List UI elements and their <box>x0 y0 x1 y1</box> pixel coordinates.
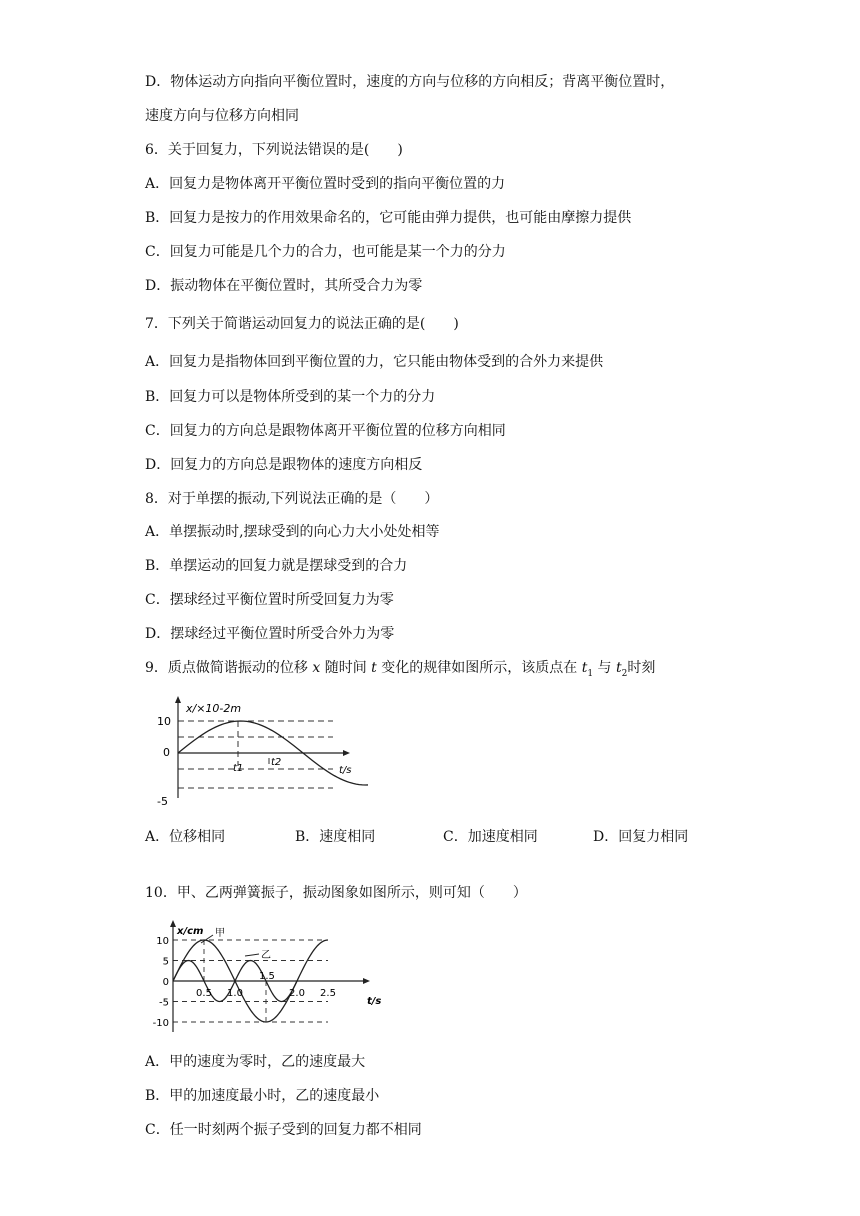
fig9-y-axis-arrow <box>175 696 181 703</box>
fig10-x-tick-label: 2.0 <box>289 988 305 999</box>
fig10-yi-leader <box>245 954 259 956</box>
fig9-x-axis-arrow <box>343 750 350 756</box>
q9-text-2: 随时间 <box>320 660 372 676</box>
question-9 <box>145 658 655 684</box>
q9-symbol-x: x <box>312 660 321 676</box>
q6-option-b: B．回复力是按力的作用效果命名的，它可能由弹力提供，也可能由摩擦力提供 <box>145 210 632 226</box>
q9-option-c: C．加速度相同 <box>443 829 538 845</box>
fig9-t1-label: t1 <box>233 763 244 774</box>
fig10-y-tick-label: 10 <box>156 936 169 947</box>
q8-option-c: C．摆球经过平衡位置时所受回复力为零 <box>145 592 394 608</box>
q6-option-a: A．回复力是物体离开平衡位置时受到的指向平衡位置的力 <box>145 176 506 192</box>
fig10-x-tick-label: 2.5 <box>320 988 336 999</box>
fig10-y-tick-label: -5 <box>159 997 169 1009</box>
fig10-x-axis-arrow <box>363 978 370 984</box>
fig9-y-tick-neg5: -5 <box>157 795 168 808</box>
fig10-y-tick-label: -10 <box>152 1018 169 1029</box>
question-6: 6．关于回复力，下列说法错误的是( ) <box>145 142 403 158</box>
fig10-yi-label: 乙 <box>261 950 271 961</box>
q9-symbol-t1: t <box>581 660 588 676</box>
q9-text-3: 变化的规律如图所示，该质点在 <box>376 660 582 676</box>
fig9-t2-label: t2 <box>271 757 282 768</box>
fig10-y-axis-arrow <box>170 920 176 927</box>
q7-option-c: C．回复力的方向总是跟物体离开平衡位置的位移方向相同 <box>145 423 506 439</box>
q7-option-b: B．回复力可以是物体所受到的某一个力的分力 <box>145 389 436 405</box>
q8-option-b: B．单摆运动的回复力就是摆球受到的合力 <box>145 558 408 574</box>
q7-option-a: A．回复力是指物体回到平衡位置的力，它只能由物体受到的合外力来提供 <box>145 354 604 370</box>
fig9-y-axis-label: x/×10-2m <box>186 702 242 715</box>
q10-option-a: A．甲的速度为零时，乙的速度最大 <box>145 1054 366 1070</box>
fig9-x-axis-label: t/s <box>339 765 352 776</box>
q9-text-4: 与 <box>593 660 616 676</box>
q6-option-d: D．振动物体在平衡位置时，其所受合力为零 <box>145 278 423 294</box>
q9-subscript-2: 2 <box>621 668 628 679</box>
q9-option-b: B．速度相同 <box>295 829 376 845</box>
fig10-x-tick-label: 1.0 <box>227 988 243 999</box>
question-7: 7．下列关于简谐运动回复力的说法正确的是( ) <box>145 316 459 332</box>
q9-text-5: 时刻 <box>627 660 656 676</box>
fig10-x-tick-label: 0.5 <box>196 988 212 999</box>
fig10-y-tick-label: 0 <box>162 977 169 988</box>
q9-option-a: A．位移相同 <box>145 829 226 845</box>
q5-option-d-line1: D．物体运动方向指向平衡位置时，速度的方向与位移的方向相反；背离平衡位置时， <box>145 74 675 90</box>
q9-symbol-t: t <box>371 660 377 676</box>
fig10-x-axis-label: t/s <box>367 996 382 1007</box>
question-10: 10．甲、乙两弹簧振子，振动图象如图所示，则可知（ ） <box>145 885 527 901</box>
fig10-y-axis-label: x/cm <box>177 926 204 937</box>
q9-symbol-t2: t <box>616 660 622 676</box>
q9-options <box>145 826 765 846</box>
q8-option-d: D．摆球经过平衡位置时所受合外力为零 <box>145 626 395 642</box>
fig10-y-tick-label: 5 <box>162 956 169 968</box>
q5-option-d-line2: 速度方向与位移方向相同 <box>145 108 299 124</box>
fig10-mark-label-1-5: 1.5 <box>259 971 275 982</box>
q10-option-b: B．甲的加速度最小时，乙的速度最小 <box>145 1088 380 1104</box>
fig9-y-tick-10: 10 <box>157 715 171 728</box>
q9-option-d: D．回复力相同 <box>593 829 689 845</box>
figure-9-displacement-time-graph <box>143 694 368 808</box>
q10-option-c: C．任一时刻两个振子受到的回复力都不相同 <box>145 1122 422 1138</box>
figure-10-vibration-graph <box>143 918 383 1038</box>
fig9-y-tick-0: 0 <box>163 746 170 759</box>
q9-text-1: 9．质点做简谐振动的位移 <box>145 660 313 676</box>
q9-subscript-1: 1 <box>587 668 594 679</box>
question-8: 8．对于单摆的振动,下列说法正确的是（ ） <box>145 491 439 507</box>
fig10-jia-label: 甲 <box>215 928 225 939</box>
q6-option-c: C．回复力可能是几个力的合力，也可能是某一个力的分力 <box>145 244 506 260</box>
q7-option-d: D．回复力的方向总是跟物体的速度方向相反 <box>145 457 423 473</box>
q8-option-a: A．单摆振动时,摆球受到的向心力大小处处相等 <box>145 524 440 540</box>
